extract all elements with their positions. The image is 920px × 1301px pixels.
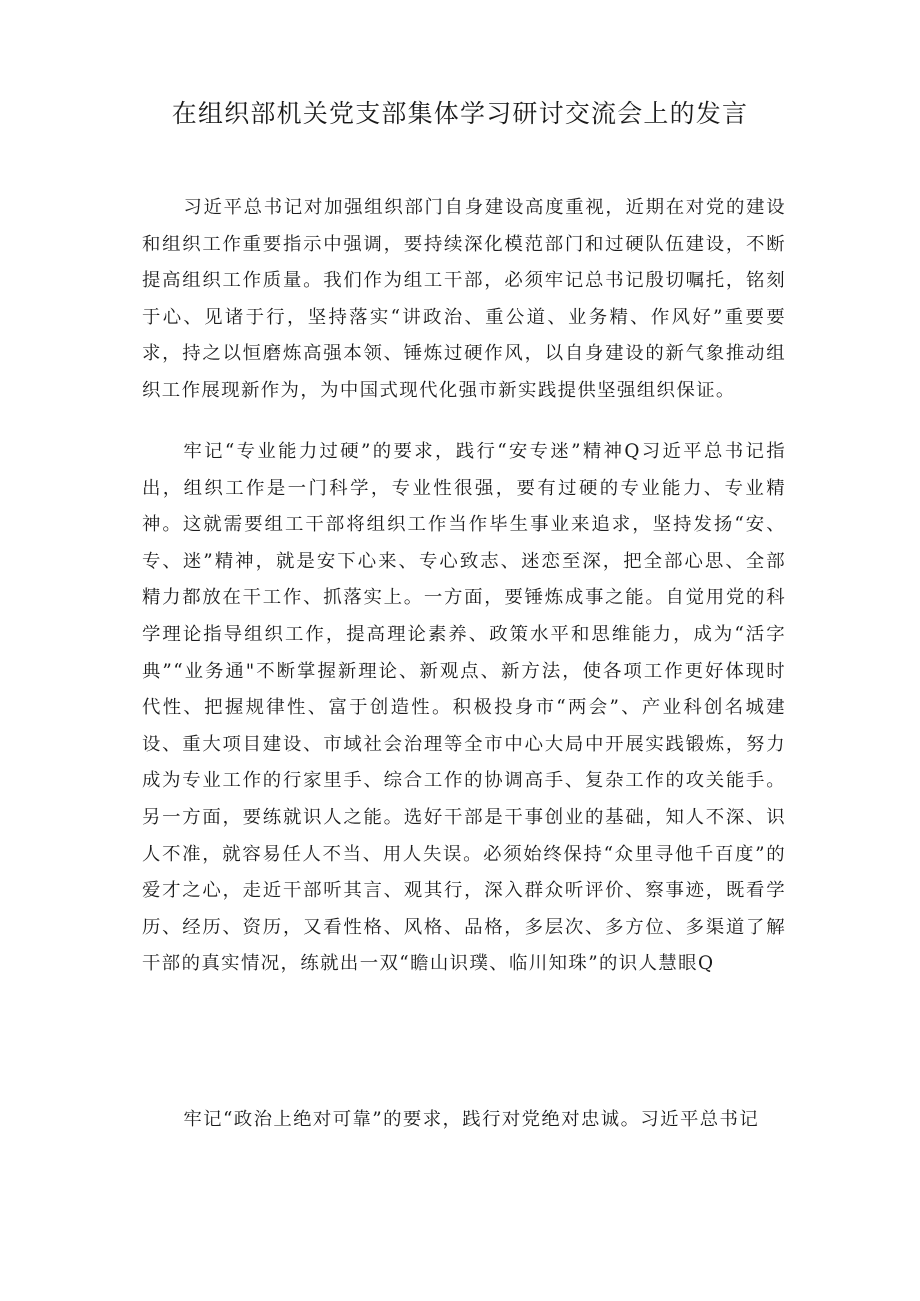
document-title: 在组织部机关党支部集体学习研讨交流会上的发言 [171,99,749,128]
paragraph-professional-ability: 牢记“专业能力过硬”的要求，践行“安专迷”精神Q习近平总书记指出，组织工作是一门科学，专业性很强，要有过硬的专业能力、专业精神。这就需要组工干部将组织工作当作毕生事业来追求，坚持发扬“安、专、迷”精神，就是安下心来、专心致志、迷恋至深，把全部心思、全部精力都放在干工作、抓落实上。一方面，要锤炼成事之能。自觉用党的科学理论指导组织工作，提高理论素养、政策水平和思维能力，成为“活字典”“业务通"不断掌握新理论、新观点、新方法，使各项工作更好体现时代性、把握规律性、富于创造性。积极投身市“两会”、产业科创名城建设、重大项目建设、市域社会治理等全市中心大局中开展实践锻炼，努力成为专业工作的行家里手、综合工作的协调高手、复杂工作的攻关能手。另一方面，要练就识人之能。选好干部是干事创业的基础，知人不深、识人不准，就容易任人不当、用人失误。必须始终保持“众里寻他千百度”的爱才之心，走近干部听其言、观其行，深入群众听评价、察事迹，既看学历、经历、资历，又看性格、风格、品格，多层次、多方位、多渠道了解干部的真实情况，练就出一双“瞻山识璞、临川知珠”的识人慧眼Q [142,441,786,975]
paragraph-political-reliability: 牢记“政治上绝对可靠”的要求，践行对党绝对忠诚。习近平总书记 [183,1109,760,1130]
paragraph-intro: 习近平总书记对加强组织部门自身建设高度重视，近期在对党的建设和组织工作重要指示中强调，要持续深化模范部门和过硬队伍建设，不断提高组织工作质量。我们作为组工干部，必须牢记总书记殷切嘱托，铭刻于心、见诸于行，坚持落实“讲政治、重公道、业务精、作风好”重要要求，持之以恒磨炼高强本领、锤炼过硬作风，以自身建设的新气象推动组织工作展现新作为，为中国式现代化强市新实践提供坚强组织保证。 [142,197,786,401]
